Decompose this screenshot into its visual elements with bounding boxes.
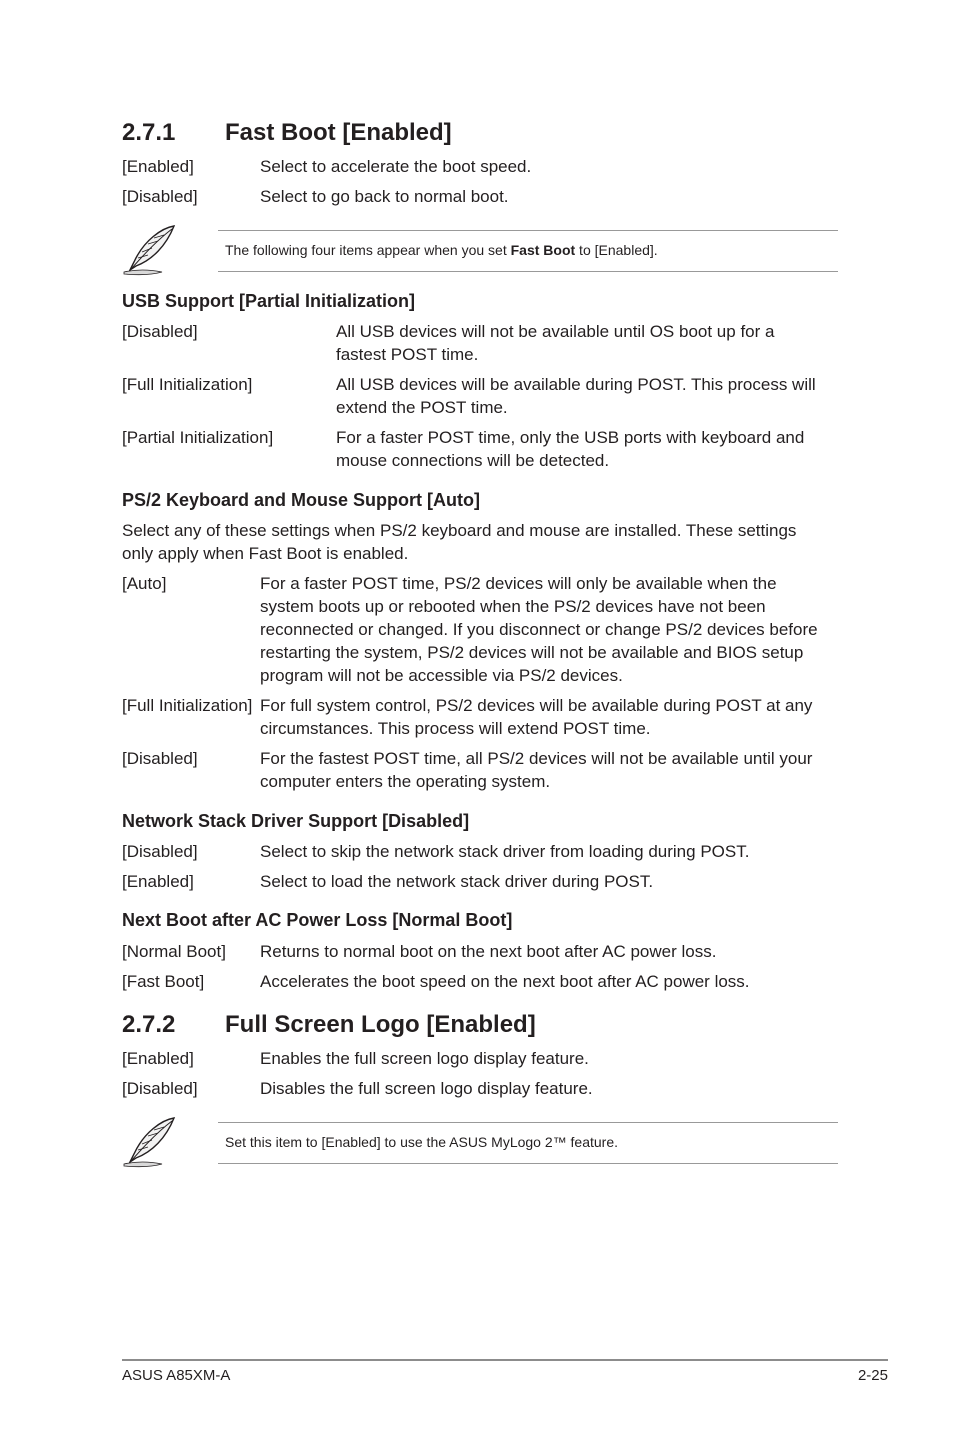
option-description: Disables the full screen logo display feature. <box>260 1079 593 1098</box>
option-label: [Normal Boot] <box>122 942 226 961</box>
section-title: Fast Boot [Enabled] <box>225 119 452 146</box>
note-box <box>218 1122 838 1164</box>
option-label: [Fast Boot] <box>122 972 205 991</box>
option-description: For a faster POST time, only the USB ports with keyboard and mouse connections will be detected. <box>336 428 805 470</box>
option-label: [Full Initialization] <box>122 696 253 715</box>
note-box <box>218 230 838 272</box>
option-label: [Enabled] <box>122 1049 194 1068</box>
note-text: The following four items appear when you set Fast Boot to [Enabled]. <box>225 242 658 258</box>
note-text: Set this item to [Enabled] to use the ASUS MyLogo 2™ feature. <box>225 1134 618 1150</box>
option-description: All USB devices will not be available until OS boot up for a fastest POST time. <box>336 322 775 364</box>
footer-model: ASUS A85XM-A <box>122 1367 231 1384</box>
pen-feather-icon <box>122 222 180 276</box>
option-label: [Disabled] <box>122 187 198 206</box>
section-2-7-2-heading <box>122 1011 622 1039</box>
footer-rule <box>122 1359 888 1361</box>
ps2-intro-paragraph: Select any of these settings when PS/2 keyboard and mouse are installed. These settings only apply when Fast Boot is enabled. <box>122 521 797 563</box>
option-label: [Enabled] <box>122 872 194 891</box>
option-description: Select to skip the network stack driver from loading during POST. <box>260 842 750 861</box>
option-label: [Disabled] <box>122 749 198 768</box>
option-label: [Auto] <box>122 574 167 593</box>
ps2-support-heading: PS/2 Keyboard and Mouse Support [Auto] <box>122 490 481 510</box>
option-label: [Disabled] <box>122 322 198 341</box>
network-stack-heading: Network Stack Driver Support [Disabled] <box>122 811 470 831</box>
option-description: Select to accelerate the boot speed. <box>260 157 532 176</box>
option-label: [Disabled] <box>122 842 198 861</box>
option-description: Accelerates the boot speed on the next boot after AC power loss. <box>260 972 750 991</box>
section-number: 2.7.1 <box>122 119 176 146</box>
option-description: Select to go back to normal boot. <box>260 187 509 206</box>
section-title: Full Screen Logo [Enabled] <box>225 1011 536 1038</box>
usb-support-heading: USB Support [Partial Initialization] <box>122 291 416 311</box>
option-label: [Full Initialization] <box>122 375 253 394</box>
option-label: [Enabled] <box>122 157 194 176</box>
option-label: [Partial Initialization] <box>122 428 274 447</box>
option-description: Select to load the network stack driver during POST. <box>260 872 654 891</box>
option-description: For full system control, PS/2 devices will be available during POST at any circumstances. This process will extend POST time. <box>260 696 813 738</box>
option-label: [Disabled] <box>122 1079 198 1098</box>
section-number: 2.7.2 <box>122 1011 176 1038</box>
option-description: For a faster POST time, PS/2 devices will only be available when the system boots up or rebooted when the PS/2 devices have not been reconnected or changed. If you disconnect or change PS/2 devices before restarting the system, PS/2 devices will not be available and BIOS setup program will not be accessible via PS/2 devices. <box>260 574 818 685</box>
option-description: All USB devices will be available during POST. This process will extend the POST time. <box>336 375 816 417</box>
next-boot-heading: Next Boot after AC Power Loss [Normal Boot] <box>122 910 513 930</box>
section-2-7-1-heading <box>122 119 622 147</box>
option-description: Enables the full screen logo display feature. <box>260 1049 589 1068</box>
footer-page-number: 2-25 <box>857 1367 888 1384</box>
pen-feather-icon <box>122 1114 180 1168</box>
option-description: For the fastest POST time, all PS/2 devices will not be available until your computer enters the operating system. <box>260 749 813 791</box>
option-description: Returns to normal boot on the next boot after AC power loss. <box>260 942 717 961</box>
